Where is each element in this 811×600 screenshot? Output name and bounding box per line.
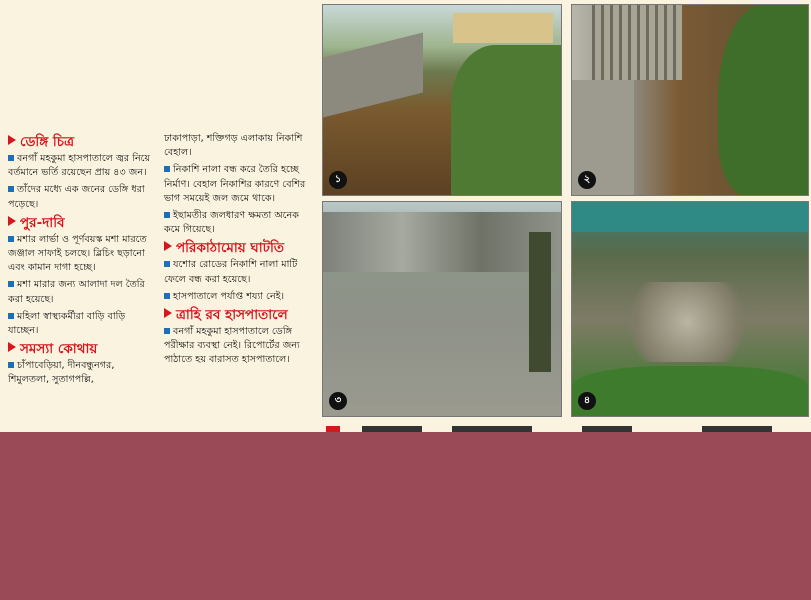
photo-garbage <box>612 282 762 362</box>
square-bullet-icon <box>8 281 14 287</box>
triangle-bullet-icon <box>164 308 172 318</box>
photo-number-badge: ২ <box>578 171 596 189</box>
photo-wall-top <box>572 202 808 232</box>
square-bullet-icon <box>8 362 14 368</box>
section-title-hospital-outcry: ত্রাহি রব হাসপাতালে <box>164 307 314 324</box>
triangle-bullet-icon <box>8 216 16 226</box>
square-bullet-icon <box>164 261 170 267</box>
list-item: ইছামতীর জলধারণ ক্ষমতা অনেক কমে গিয়েছে। <box>164 210 299 236</box>
photo-number-badge: ৪ <box>578 392 596 410</box>
list-item: হাসপাতালে পর্যাপ্ত শয্যা নেই। <box>164 290 314 304</box>
list-item: যশোর রোডের নিকাশি নালা মাটি ফেলে বন্ধ করা হয়েছে। <box>164 259 298 285</box>
square-bullet-icon <box>164 212 170 218</box>
photo-tree <box>529 232 551 372</box>
photo-garbage-drain <box>571 201 809 417</box>
cropped-caption-strip <box>322 418 811 432</box>
square-bullet-icon <box>8 236 14 242</box>
list-item: বনগাঁ মহকুমা হাসপাতালে জ্বর নিয়ে বর্তমানে ভর্তি রয়েছেন প্রায় ৪৩ জন। <box>8 153 151 179</box>
article-column-2 <box>164 132 314 371</box>
triangle-bullet-icon <box>164 241 172 251</box>
photo-greenery <box>451 45 561 195</box>
photo-wall <box>323 33 423 118</box>
section-title-problem-where: সমস্যা কোথায় <box>8 341 158 358</box>
square-bullet-icon <box>8 186 14 192</box>
list-item: মহিলা স্বাস্থ্যকর্মীরা বাড়ি বাড়ি যাচ্ছেন। <box>8 310 126 337</box>
square-bullet-icon <box>164 293 170 299</box>
section-title-infrastructure-gap: পরিকাঠামোয় ঘাটতি <box>164 240 314 257</box>
photo-shacks <box>323 212 561 272</box>
photo-leaves <box>572 366 808 416</box>
list-item: তাঁদের মধ্যে এক জনের ডেঙ্গি ধরা পড়েছে। <box>8 184 145 210</box>
photo-plants <box>718 5 808 195</box>
list-item: মশা মারার জন্য আলাদা দল তৈরি করা হয়েছে। <box>8 279 145 305</box>
section-title-dengue-status: ডেঙ্গি চিত্র <box>8 134 158 151</box>
square-bullet-icon <box>164 328 170 334</box>
triangle-bullet-icon <box>8 342 16 352</box>
list-item: চাঁপাবেড়িয়া, দীনবন্ধুনগর, শিমুলতলা, সুতাগপল্লি, <box>8 360 115 386</box>
bottom-color-band <box>0 432 811 600</box>
square-bullet-icon <box>164 166 170 172</box>
section-title-municipal-claim: পুর-দাবি <box>8 215 158 232</box>
photo-stagnant-water-houses <box>322 201 562 417</box>
article-column-1 <box>8 132 158 391</box>
triangle-bullet-icon <box>8 135 16 145</box>
continued-text: ঢাকাপাড়া, শক্তিগড় এলাকায় নিকাশি বেহাল। <box>164 133 303 159</box>
photo-building <box>453 13 553 43</box>
list-item: নিকাশি নালা বন্ধ করে তৈরি হচ্ছে নির্মাণ। বেহাল নিকাশির কারণে বেশির ভাগ সময়েই জল জমে থাকে। <box>164 164 306 204</box>
photo-number-badge: ১ <box>329 171 347 189</box>
photo-flooded-gate <box>571 4 809 196</box>
square-bullet-icon <box>8 313 14 319</box>
list-item: বনগাঁ মহকুমা হাসপাতালে ডেঙ্গি পরীক্ষার ব্যবস্থা নেই। রিপোর্টের জন্য পাঠাতে হয় বারাসত হাসপাতালে। <box>164 326 300 366</box>
photo-waterlogged-canal <box>322 4 562 196</box>
photo-number-badge: ৩ <box>329 392 347 410</box>
list-item: মশার লার্ভা ও পূর্ণবয়স্ক মশা মারতে জঞ্জাল সাফাই চলছে। ব্লিচিং ছড়ানো এবং কামান দাগা হচ্ছে। <box>8 233 147 274</box>
photo-gate <box>592 5 682 80</box>
square-bullet-icon <box>8 155 14 161</box>
